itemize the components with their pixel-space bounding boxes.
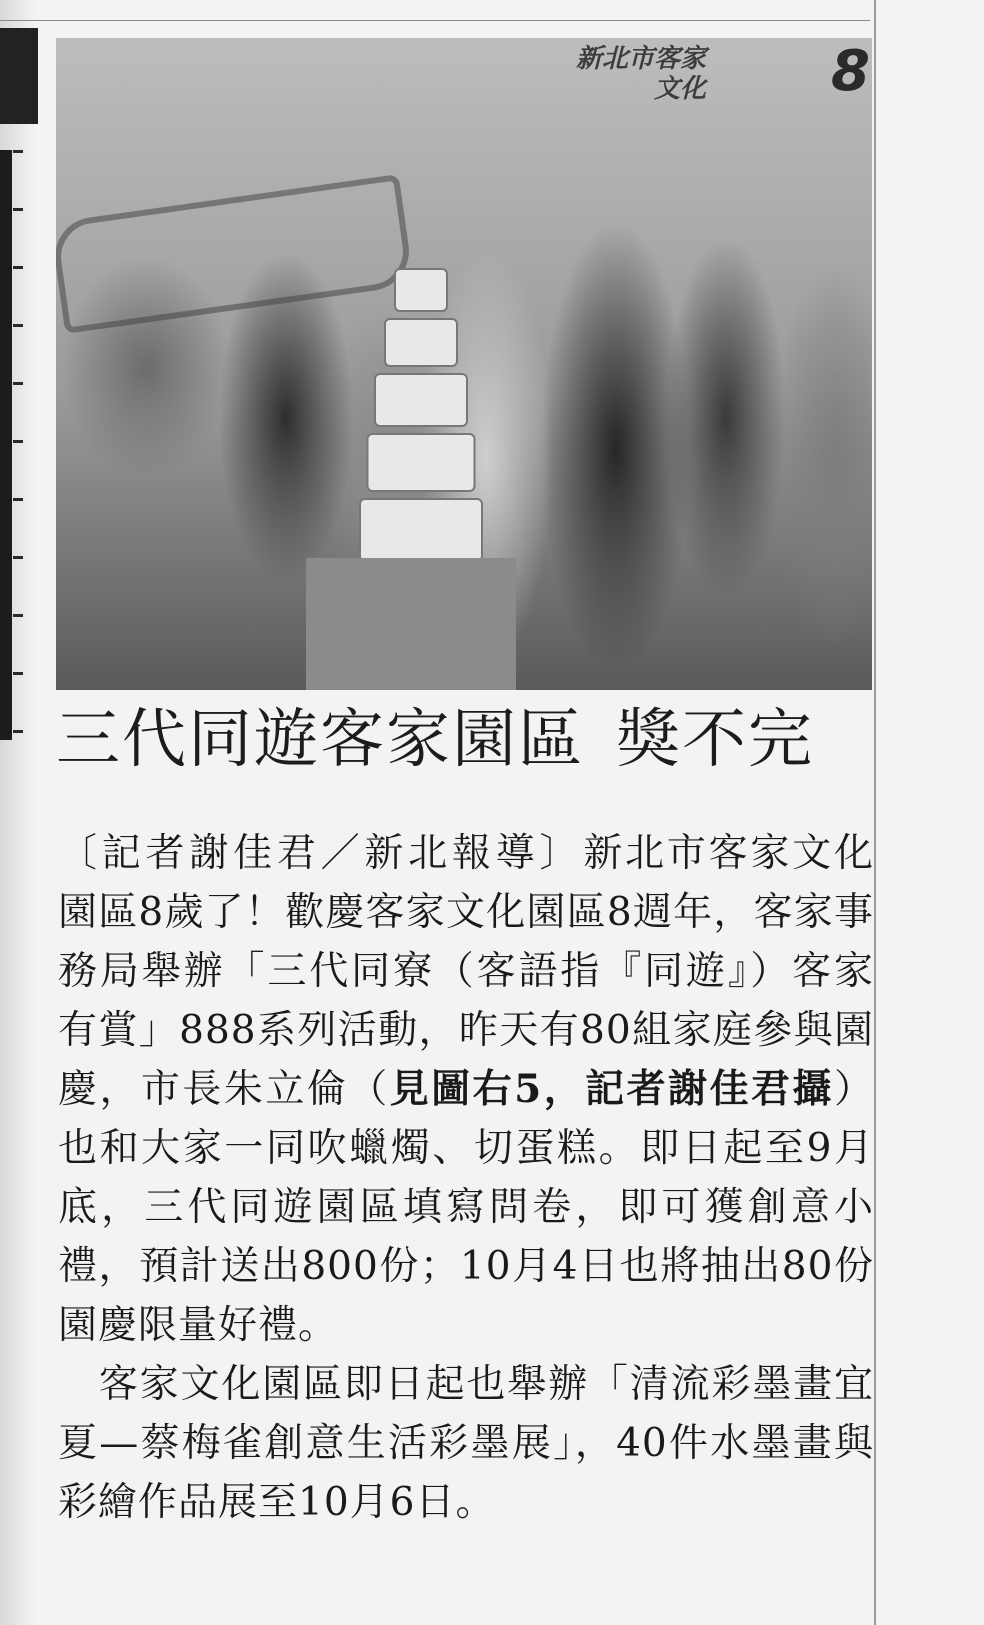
top-rule xyxy=(0,20,870,21)
headline-main: 三代同遊客家園區 xyxy=(56,703,584,777)
left-column-ticks xyxy=(13,150,23,740)
article-paragraph-1 xyxy=(58,824,874,1355)
right-column-rule xyxy=(874,0,876,1625)
paragraph-1-text-a: 新北市客家文化園區8歲了！歡慶客家文化園區8週年，客家事務局舉辦「三代同寮（客語指『同遊』）客家有賞」888系列活動，昨天有80組家庭參與園慶，市長朱立倫（ xyxy=(58,831,874,1112)
paragraph-2-text: 客家文化園區即日起也舉辦「清流彩墨畫宜夏—蔡梅雀創意生活彩墨展」，40件水墨畫與彩繪作品展至10月6日。 xyxy=(58,1362,874,1525)
article-headline xyxy=(56,700,886,780)
backdrop-sign-line2: 文化 xyxy=(654,74,707,104)
backdrop-sign-number: 8 xyxy=(831,39,870,104)
article-paragraph-2 xyxy=(58,1355,874,1532)
photo-caption-credit: 見圖右5，記者謝佳君攝 xyxy=(389,1066,834,1112)
article-body xyxy=(58,824,874,1532)
cake-table xyxy=(306,558,516,690)
left-column-rule xyxy=(0,150,12,740)
birthday-cake xyxy=(356,248,486,608)
backdrop-sign-line1: 新北市客家 xyxy=(576,44,707,74)
article-byline: 〔記者謝佳君／新北報導〕 xyxy=(58,831,584,876)
paragraph-1-text-b: ）也和大家一同吹蠟燭、切蛋糕。即日起至9月底，三代同遊園區填寫問卷，即可獲創意小禮，預計送出800份；10月4日也將抽出80份園慶限量好禮。 xyxy=(58,1067,874,1348)
headline-tail: 獎不完 xyxy=(616,703,814,777)
news-photo xyxy=(56,38,872,690)
left-corner-mark xyxy=(0,28,38,124)
photo-backdrop-sign xyxy=(576,39,870,104)
